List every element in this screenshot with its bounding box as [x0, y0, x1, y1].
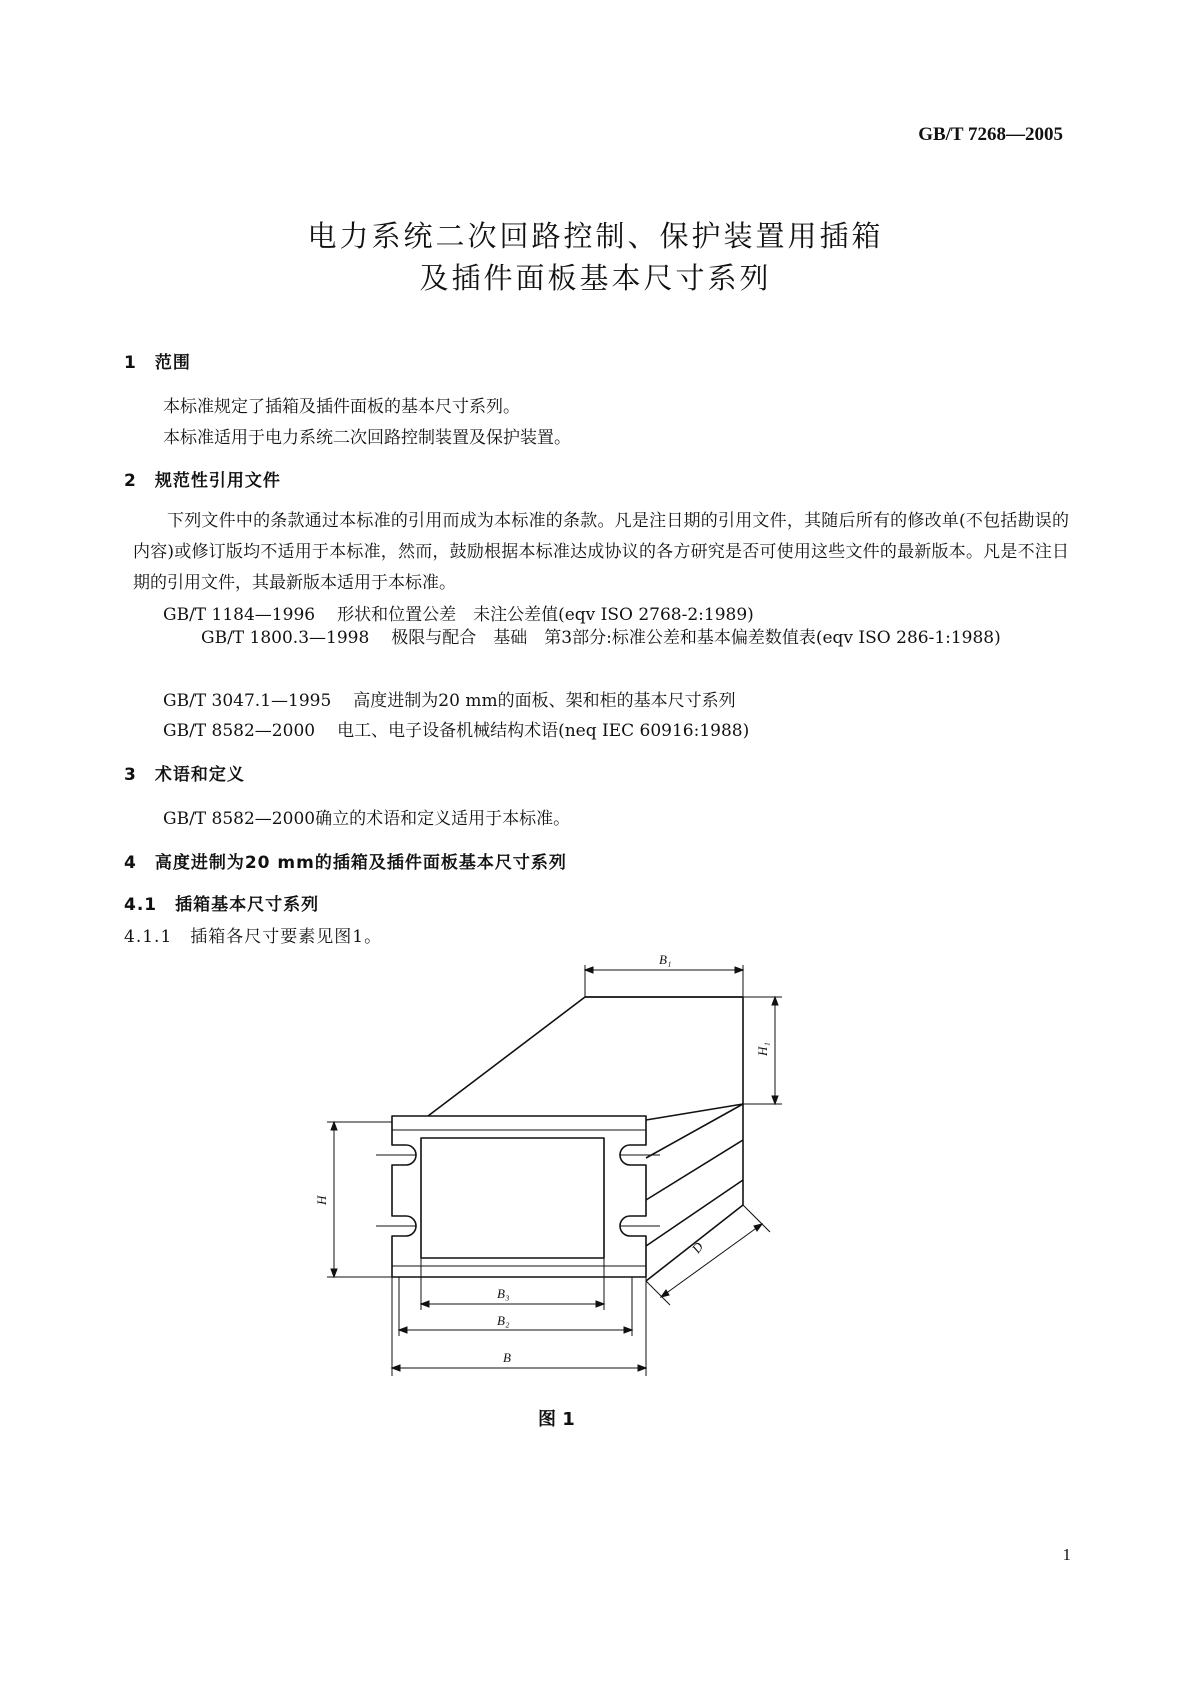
reference-title: 极限与配合 基础 第3部分:标准公差和基本偏差数值表(eqv ISO 286-1:1988) [391, 628, 1001, 648]
section-4-heading: 4 高度进制为20 mm的插箱及插件面板基本尺寸系列 [124, 853, 567, 873]
section-4-1-heading: 4.1 插箱基本尺寸系列 [124, 895, 320, 915]
section-3-paragraph: GB/T 8582—2000确立的术语和定义适用于本标准。 [163, 809, 571, 829]
reference-number: GB/T 8582—2000 [163, 721, 316, 741]
section-4-1-1-text: 4.1.1 插箱各尺寸要素见图1。 [124, 927, 383, 947]
reference-number: GB/T 1800.3—1998 [201, 628, 370, 648]
standard-number: GB/T 7268—2005 [918, 124, 1063, 145]
figure-caption: 图 1 [538, 1409, 575, 1430]
label-h: H [314, 1195, 329, 1205]
reference-number: GB/T 3047.1—1995 [163, 691, 332, 711]
label-b1: B₁ [659, 952, 672, 967]
label-d: D [688, 1239, 707, 1256]
label-h1: H₁ [755, 1042, 770, 1056]
section-2-paragraph: 下列文件中的条款通过本标准的引用而成为本标准的条款。凡是注日期的引用文件，其随后所有的修改单(不包括勘误的内容)或修订版均不适用于本标准，然而，鼓励根据本标准达成协议的各方研究是否可使用这些文件的最新版本。凡是不注日期的引用文件，其最新版本适用于本标准。 [133, 511, 1069, 593]
reference-title: 高度进制为20 mm的面板、架和柜的基本尺寸系列 [353, 691, 736, 711]
section-2-heading: 2 规范性引用文件 [124, 471, 281, 491]
section-1-paragraph-1: 本标准规定了插箱及插件面板的基本尺寸系列。 [163, 397, 520, 417]
label-b: B [503, 1350, 511, 1365]
section-3-heading: 3 术语和定义 [124, 765, 245, 785]
reference-title: 电工、电子设备机械结构术语(neq IEC 60916:1988) [337, 721, 750, 741]
reference-title: 形状和位置公差 未注公差值(eqv ISO 2768-2:1989) [337, 605, 754, 625]
label-b3: B₃ [497, 1286, 510, 1301]
document-title-line-2: 及插件面板基本尺寸系列 [419, 261, 772, 295]
page-number: 1 [1062, 1545, 1071, 1564]
document-title-line-1: 电力系统二次回路控制、保护装置用插箱 [307, 219, 884, 253]
label-b2: B₂ [497, 1313, 510, 1328]
reference-number: GB/T 1184—1996 [163, 605, 316, 625]
section-1-heading: 1 范围 [124, 353, 191, 373]
section-1-paragraph-2: 本标准适用于电力系统二次回路控制装置及保护装置。 [163, 428, 571, 448]
